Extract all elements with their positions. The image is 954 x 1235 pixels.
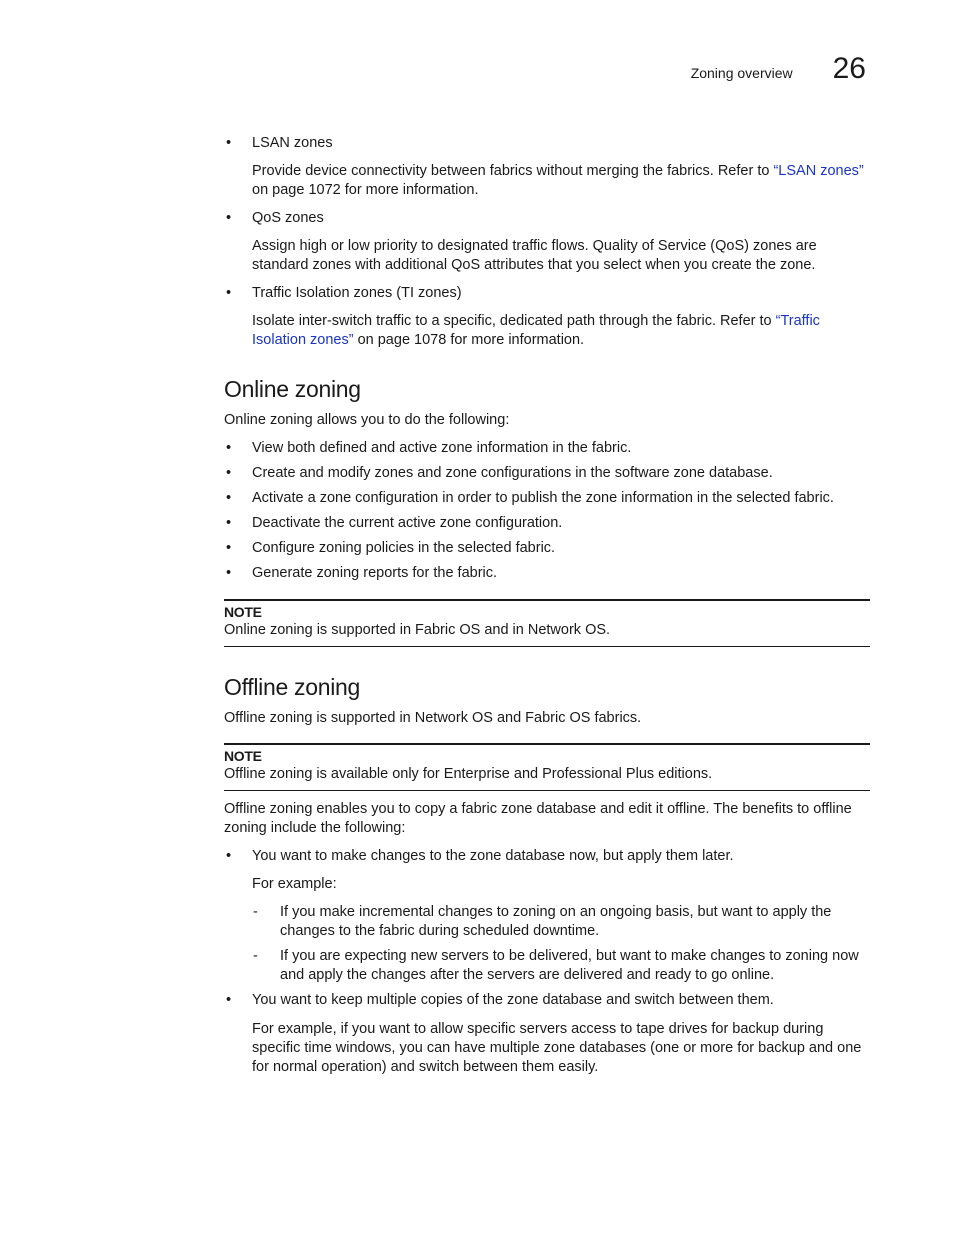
list-item: • You want to keep multiple copies of the zone database and switch between them.	[224, 991, 870, 1010]
online-intro: Online zoning allows you to do the following:	[224, 412, 510, 428]
list-item-desc	[224, 162, 870, 200]
chapter-number: 26	[832, 52, 866, 85]
for-example-text: For example:	[252, 876, 337, 892]
list-item: • View both defined and active zone information in the fabric.	[224, 439, 870, 458]
list-item: • QoS zones	[224, 209, 870, 228]
online-note	[224, 599, 870, 647]
list-item: • Traffic Isolation zones (TI zones)	[224, 284, 870, 303]
list-item-desc: For example, if you want to allow specific servers access to tape drives for backup during specific time windows, you can have multiple zone databases (one or more for backup and one for normal operation) and switch between them easily.	[252, 1021, 862, 1075]
note-label: NOTE	[224, 604, 262, 620]
note-text: Offline zoning is available only for Enterprise and Professional Plus editions.	[224, 766, 713, 782]
lsan-zones-link[interactable]: “LSAN zones”	[773, 163, 864, 179]
offline-zoning-heading: Offline zoning	[224, 674, 361, 700]
section-title: Zoning overview	[690, 65, 793, 81]
list-item: • Generate zoning reports for the fabric.	[224, 564, 870, 583]
dash-item: - If you are expecting new servers to be delivered, but want to make changes to zoning now and apply the changes after the servers are delivered and ready to go online.	[224, 947, 870, 985]
list-item-desc	[224, 312, 870, 350]
list-item: • Activate a zone configuration in order to publish the zone information in the selected fabric.	[224, 489, 870, 508]
desc-text: Isolate inter-switch traffic to a specific, dedicated path through the fabric. Refer to	[252, 313, 776, 329]
offline-intro: Offline zoning is supported in Network OS and Fabric OS fabrics.	[224, 710, 642, 726]
list-item: • You want to make changes to the zone database now, but apply them later.	[224, 847, 870, 866]
list-item: • Configure zoning policies in the selected fabric.	[224, 539, 870, 558]
list-item-desc: Assign high or low priority to designated traffic flows. Quality of Service (QoS) zones are standard zones with additional QoS attributes that you select when you create the zone.	[252, 238, 817, 273]
offline-note	[224, 743, 870, 791]
note-label: NOTE	[224, 748, 262, 764]
list-item: • Deactivate the current active zone configuration.	[224, 514, 870, 533]
online-zoning-heading: Online zoning	[224, 376, 361, 402]
dash-item: - If you make incremental changes to zoning on an ongoing basis, but want to apply the changes to the fabric during scheduled downtime.	[224, 903, 870, 941]
offline-benefits-intro: Offline zoning enables you to copy a fabric zone database and edit it offline. The benefits to offline zoning include the following:	[224, 801, 852, 836]
desc-text: Provide device connectivity between fabrics without merging the fabrics. Refer to	[252, 163, 774, 179]
note-text: Online zoning is supported in Fabric OS and in Network OS.	[224, 622, 611, 638]
list-item: • LSAN zones	[224, 134, 870, 153]
ti-zones-link[interactable]: “Traffic Isolation zones”	[252, 313, 820, 348]
page-content	[224, 134, 870, 1077]
list-item: • Create and modify zones and zone configurations in the software zone database.	[224, 464, 870, 483]
desc-text: on page 1078 for more information.	[353, 332, 585, 348]
page-header	[691, 54, 866, 84]
desc-text: on page 1072 for more information.	[252, 182, 479, 198]
